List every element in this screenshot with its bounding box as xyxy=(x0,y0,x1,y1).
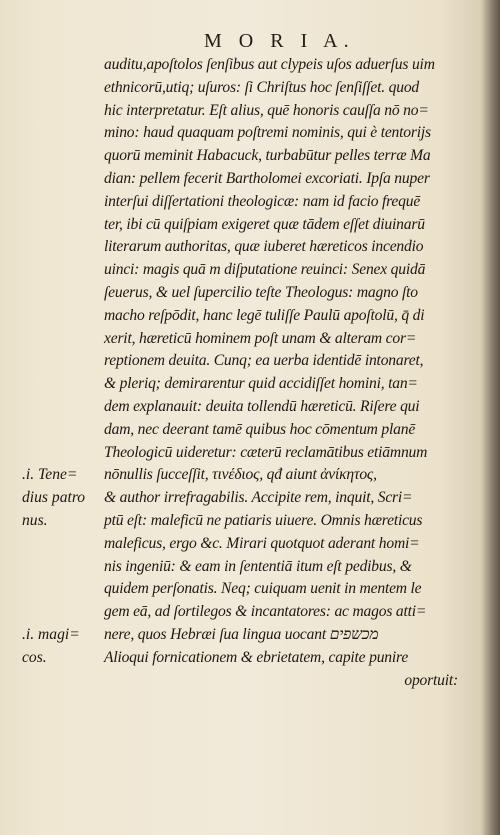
page-gutter-shadow xyxy=(482,0,500,835)
text-line: hic interpretatur. Eſt alius, quē honoris cauſſa nō no= xyxy=(104,101,429,119)
margin-note: nus. xyxy=(22,512,48,529)
text-line: gem eā, ad ſortilegos & incantatores: ac magos atti= xyxy=(104,603,427,621)
text-line: nis ingeniū: & eam in ſententiā itum eſt pedibus, & xyxy=(104,557,412,575)
text-line: auditu,apoſtolos ſenſibus aut clypeis uſos aduerſus uim xyxy=(104,56,435,73)
text-line: xerit, hæreticū hominem poſt unam & alteram cor= xyxy=(104,329,417,347)
text-line: maleficus, ergo &c. Mirari quotquot aderant homi= xyxy=(104,534,420,552)
margin-note: .i. Tene= xyxy=(22,466,78,484)
text-line: ptū eſt: maleficū ne patiaris uiuere. Omnis hæreticus xyxy=(104,511,423,529)
text-line: reptionem deuita. Cunq; ea uerba identidē intonaret, xyxy=(104,352,424,370)
text-line: mino: haud quaquam poſtremi nominis, qui è tentorijs xyxy=(104,124,431,142)
margin-note: dius patro xyxy=(22,489,86,507)
text-line: ethnicorū,utiq; uſuros: ſi Chriſtus hoc ſenſiſſet. quod xyxy=(104,78,420,96)
text-line: nere, quos Hebræi ſua lingua uocant מכשפים xyxy=(104,625,379,643)
text-line: dian: pellem fecerit Bartholomei excoriati. Ipſa nuper xyxy=(104,169,430,187)
text-line: quorū meminit Habacuck, turbabūtur pelles terræ Ma xyxy=(104,147,431,165)
text-line: & author irrefragabilis. Accipite rem, inquit, Scri= xyxy=(104,489,413,507)
running-header: M O R I A. xyxy=(204,30,355,52)
text-line: macho reſpōdit, hanc legē tuliſſe Paulū apoſtolū, q̄ di xyxy=(104,306,425,324)
margin-note: cos. xyxy=(22,648,47,666)
text-line: quidem perſonatis. Neq; cuiquam uenit in mentem le xyxy=(104,580,422,598)
text-line: literarum authoritas, quæ iuberet hæreticos incendio xyxy=(104,238,424,256)
text-line: dam, nec deerant tamē quibus hoc cōmentum planē xyxy=(104,420,416,438)
text-line: interſui diſſertationi theologicæ: nam id facio frequē xyxy=(104,192,421,210)
text-line: Alioqui fornicationem & ebrietatem, capite punire xyxy=(104,648,409,666)
text-line: Theologicū uideretur: cæterū reclamātibus etiāmnum xyxy=(104,443,428,461)
main-text-block xyxy=(104,54,464,692)
margin-note: .i. magi= xyxy=(22,626,80,643)
text-line: dem explanauit: deuita tollendū hæreticū. Riſere qui xyxy=(104,397,420,415)
text-line: ſeuerus, & uel ſupercilio teſte Theologus: magno ſto xyxy=(104,283,418,301)
text-line: & pleriq; demirarentur quid accidiſſet homini, tan= xyxy=(104,375,418,393)
text-line: uinci: magis quā m diſputatione reuinci: Senex quidā xyxy=(104,261,426,279)
text-line: oportuit: xyxy=(404,671,458,689)
text-line: ter, ibi cū quiſpiam exigeret quæ tādem eſſet diuinarū xyxy=(104,215,425,233)
text-line: nōnullis ſucceſſit, τινέδιος, qđ aiunt ἀνίκητος, xyxy=(104,466,377,484)
